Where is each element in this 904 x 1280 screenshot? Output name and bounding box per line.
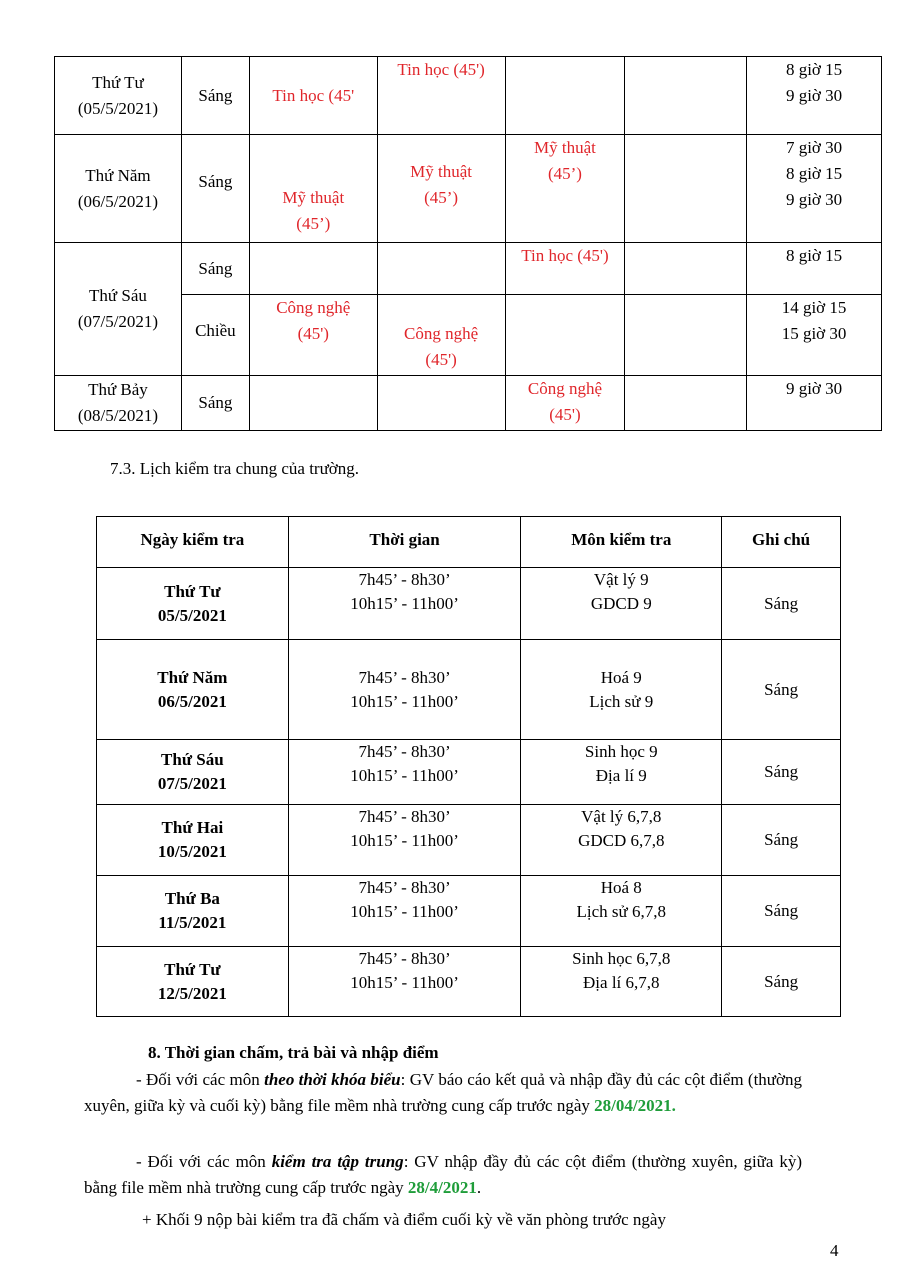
time-cell: 7h45’ - 8h30’ 10h15’ - 11h00’ [288, 876, 521, 947]
note-cell: Sáng [722, 876, 841, 947]
time-cell: 7h45’ - 8h30’ 10h15’ - 11h00’ [288, 805, 521, 876]
exam-cell: Công nghệ (45') [377, 295, 505, 376]
exam-cell [625, 57, 747, 135]
session-cell: Sáng [181, 243, 249, 295]
note-cell: Sáng [722, 947, 841, 1017]
exam-cell [505, 57, 625, 135]
day-cell: Thứ Tư (05/5/2021) [55, 57, 182, 135]
exam-cell [249, 376, 377, 431]
subject-cell: Hoá 8 Lịch sử 6,7,8 [521, 876, 722, 947]
subject-cell: Hoá 9 Lịch sử 9 [521, 640, 722, 740]
time-cell: 7h45’ - 8h30’ 10h15’ - 11h00’ [288, 740, 521, 805]
day-cell: Thứ Sáu (07/5/2021) [55, 243, 182, 376]
subject-cell: Vật lý 6,7,8 GDCD 6,7,8 [521, 805, 722, 876]
subject-cell: Vật lý 9 GDCD 9 [521, 568, 722, 640]
time-cell: 7h45’ - 8h30’ 10h15’ - 11h00’ [288, 568, 521, 640]
session-cell: Chiều [181, 295, 249, 376]
table-row [55, 243, 882, 295]
note-cell: Sáng [722, 740, 841, 805]
table-row [55, 57, 882, 135]
table-row [55, 135, 882, 243]
table-row [97, 876, 841, 947]
session-cell: Sáng [181, 135, 249, 243]
day-cell: Thứ Bảy (08/5/2021) [55, 376, 182, 431]
date-cell: Thứ Ba 11/5/2021 [97, 876, 289, 947]
paragraph-3: + Khối 9 nộp bài kiểm tra đã chấm và điểm cuối kỳ về văn phòng trước ngày [142, 1210, 666, 1229]
session-cell: Sáng [181, 376, 249, 431]
column-header: Ghi chú [722, 517, 841, 568]
page-number: 4 [830, 1241, 839, 1260]
time-cell: 7h45’ - 8h30’ 10h15’ - 11h00’ [288, 640, 521, 740]
note-cell: Sáng [722, 805, 841, 876]
time-cell: 9 giờ 30 [747, 376, 882, 431]
table-header-row [97, 517, 841, 568]
column-header: Thời gian [288, 517, 521, 568]
time-cell: 7 giờ 30 8 giờ 15 9 giờ 30 [747, 135, 882, 243]
exam-cell [625, 376, 747, 431]
note-cell: Sáng [722, 568, 841, 640]
paragraph-1: - Đối với các môn theo thời khóa biểu: GV báo cáo kết quả và nhập đầy đủ các cột điểm (thường xuyên, giữa kỳ và cuối kỳ) bằng file mềm nhà trường cung cấp trước ngày 28/04/2021. [84, 1070, 802, 1115]
exam-cell: Tin học (45') [505, 243, 625, 295]
exam-cell: Tin học (45') [377, 57, 505, 135]
time-cell: 8 giờ 15 9 giờ 30 [747, 57, 882, 135]
time-cell: 8 giờ 15 [747, 243, 882, 295]
exam-cell: Mỹ thuật (45’) [505, 135, 625, 243]
paragraph-2: - Đối với các môn kiểm tra tập trung: GV nhập đầy đủ các cột điểm (thường xuyên, giữa kỳ) bằng file mềm nhà trường cung cấp trước ngày 28/4/2021. [84, 1152, 802, 1197]
exam-cell [249, 243, 377, 295]
column-header: Ngày kiểm tra [97, 517, 289, 568]
time-cell: 14 giờ 15 15 giờ 30 [747, 295, 882, 376]
table-row [55, 376, 882, 431]
exam-cell: Công nghệ (45') [249, 295, 377, 376]
exam-cell: Công nghệ (45') [505, 376, 625, 431]
subject-cell: Sinh học 9 Địa lí 9 [521, 740, 722, 805]
date-cell: Thứ Hai 10/5/2021 [97, 805, 289, 876]
exam-cell: Mỹ thuật (45’) [377, 135, 505, 243]
exam-cell [625, 295, 747, 376]
table-row [97, 947, 841, 1017]
table-row [97, 740, 841, 805]
note-cell: Sáng [722, 640, 841, 740]
table-row [97, 568, 841, 640]
table-row [97, 805, 841, 876]
class-schedule-table [54, 56, 882, 431]
date-cell: Thứ Năm 06/5/2021 [97, 640, 289, 740]
exam-cell: Tin học (45' [249, 57, 377, 135]
section-heading-8: 8. Thời gian chấm, trả bài và nhập điểm [148, 1043, 439, 1062]
section-heading-7-3: 7.3. Lịch kiểm tra chung của trường. [110, 459, 360, 478]
exam-cell [625, 243, 747, 295]
exam-cell: Mỹ thuật (45’) [249, 135, 377, 243]
exam-cell [377, 243, 505, 295]
exam-cell [377, 376, 505, 431]
column-header: Môn kiểm tra [521, 517, 722, 568]
exam-cell [625, 135, 747, 243]
date-cell: Thứ Tư 05/5/2021 [97, 568, 289, 640]
exam-cell [505, 295, 625, 376]
day-cell: Thứ Năm (06/5/2021) [55, 135, 182, 243]
date-cell: Thứ Sáu 07/5/2021 [97, 740, 289, 805]
table-row [97, 640, 841, 740]
date-cell: Thứ Tư 12/5/2021 [97, 947, 289, 1017]
subject-cell: Sinh học 6,7,8 Địa lí 6,7,8 [521, 947, 722, 1017]
session-cell: Sáng [181, 57, 249, 135]
time-cell: 7h45’ - 8h30’ 10h15’ - 11h00’ [288, 947, 521, 1017]
exam-schedule-table [96, 516, 841, 1017]
